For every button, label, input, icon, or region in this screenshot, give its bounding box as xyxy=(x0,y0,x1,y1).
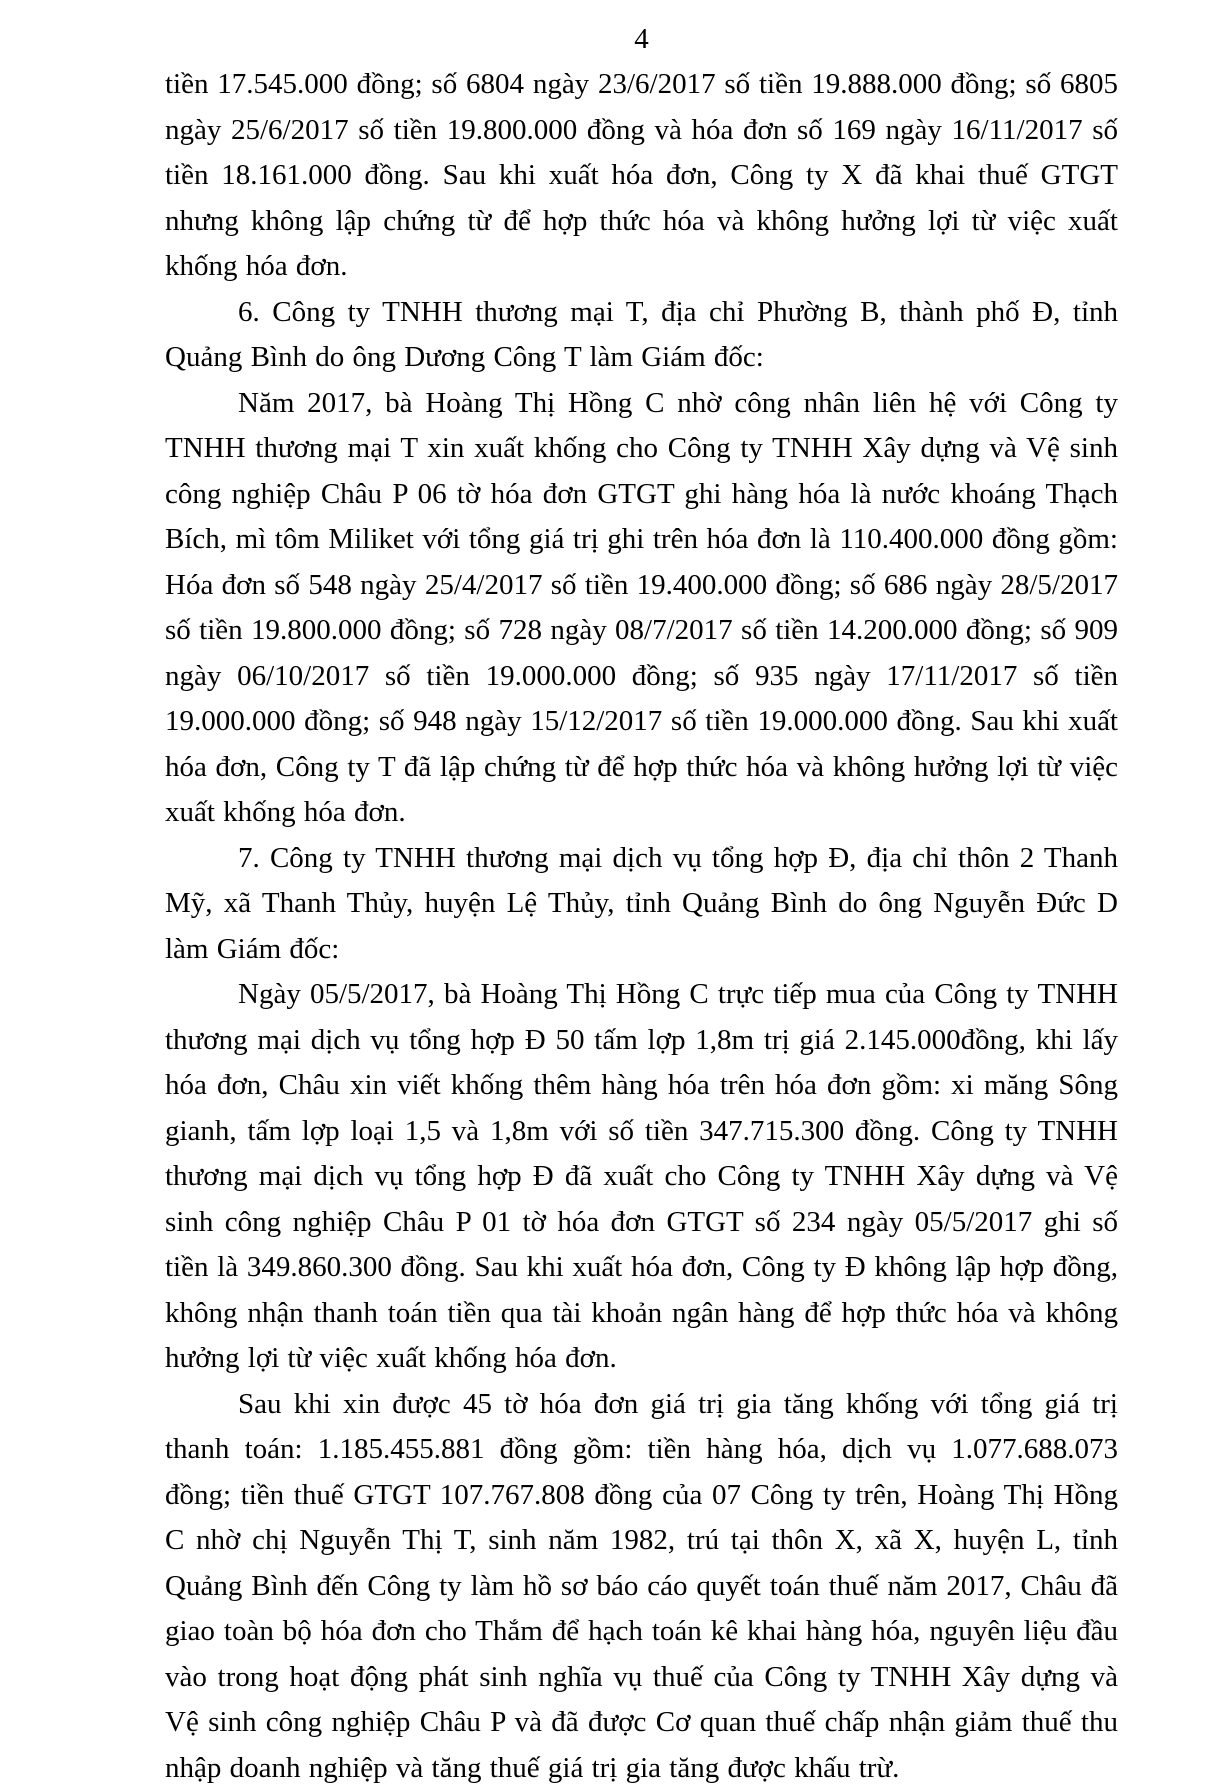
paragraph-company-7-heading: 7. Công ty TNHH thương mại dịch vụ tổng hợp Đ, địa chỉ thôn 2 Thanh Mỹ, xã Thanh Thủy, huyện Lệ Thủy, tỉnh Quảng Bình do ông Nguyễn Đức D làm Giám đốc: xyxy=(165,836,1118,973)
paragraph-continuation: tiền 17.545.000 đồng; số 6804 ngày 23/6/2017 số tiền 19.888.000 đồng; số 6805 ngày 25/6/2017 số tiền 19.800.000 đồng và hóa đơn số 169 ngày 16/11/2017 số tiền 18.161.000 đồng. Sau khi xuất hóa đơn, Công ty X đã khai thuế GTGT nhưng không lập chứng từ để hợp thức hóa và không hưởng lợi từ việc xuất khống hóa đơn. xyxy=(165,62,1118,290)
paragraph-company-7-details: Ngày 05/5/2017, bà Hoàng Thị Hồng C trực tiếp mua của Công ty TNHH thương mại dịch vụ tổng hợp Đ 50 tấm lợp 1,8m trị giá 2.145.000đồng, khi lấy hóa đơn, Châu xin viết khống thêm hàng hóa trên hóa đơn gồm: xi măng Sông gianh, tấm lợp loại 1,5 và 1,8m với số tiền 347.715.300 đồng. Công ty TNHH thương mại dịch vụ tổng hợp Đ đã xuất cho Công ty TNHH Xây dựng và Vệ sinh công nghiệp Châu P 01 tờ hóa đơn GTGT số 234 ngày 05/5/2017 ghi số tiền là 349.860.300 đồng. Sau khi xuất hóa đơn, Công ty Đ không lập hợp đồng, không nhận thanh toán tiền qua tài khoản ngân hàng để hợp thức hóa và không hưởng lợi từ việc xuất khống hóa đơn. xyxy=(165,972,1118,1382)
paragraph-company-6-details: Năm 2017, bà Hoàng Thị Hồng C nhờ công nhân liên hệ với Công ty TNHH thương mại T xin xuất khống cho Công ty TNHH Xây dựng và Vệ sinh công nghiệp Châu P 06 tờ hóa đơn GTGT ghi hàng hóa là nước khoáng Thạch Bích, mì tôm Miliket với tổng giá trị ghi trên hóa đơn là 110.400.000 đồng gồm: Hóa đơn số 548 ngày 25/4/2017 số tiền 19.400.000 đồng; số 686 ngày 28/5/2017 số tiền 19.800.000 đồng; số 728 ngày 08/7/2017 số tiền 14.200.000 đồng; số 909 ngày 06/10/2017 số tiền 19.000.000 đồng; số 935 ngày 17/11/2017 số tiền 19.000.000 đồng; số 948 ngày 15/12/2017 số tiền 19.000.000 đồng. Sau khi xuất hóa đơn, Công ty T đã lập chứng từ để hợp thức hóa và không hưởng lợi từ việc xuất khống hóa đơn. xyxy=(165,381,1118,836)
paragraph-company-6-heading: 6. Công ty TNHH thương mại T, địa chỉ Phường B, thành phố Đ, tỉnh Quảng Bình do ông Dương Công T làm Giám đốc: xyxy=(165,290,1118,381)
paragraph-summary: Sau khi xin được 45 tờ hóa đơn giá trị gia tăng khống với tổng giá trị thanh toán: 1.185.455.881 đồng gồm: tiền hàng hóa, dịch vụ 1.077.688.073 đồng; tiền thuế GTGT 107.767.808 đồng của 07 Công ty trên, Hoàng Thị Hồng C nhờ chị Nguyễn Thị T, sinh năm 1982, trú tại thôn X, xã X, huyện L, tỉnh Quảng Bình đến Công ty làm hồ sơ báo cáo quyết toán thuế năm 2017, Châu đã giao toàn bộ hóa đơn cho Thắm để hạch toán kê khai hàng hóa, nguyên liệu đầu vào trong hoạt động phát sinh nghĩa vụ thuế của Công ty TNHH Xây dựng và Vệ sinh công nghiệp Châu P và đã được Cơ quan thuế chấp nhận giảm thuế thu nhập doanh nghiệp và tăng thuế giá trị gia tăng được khấu trừ. xyxy=(165,1382,1118,1791)
page-number: 4 xyxy=(165,22,1118,56)
